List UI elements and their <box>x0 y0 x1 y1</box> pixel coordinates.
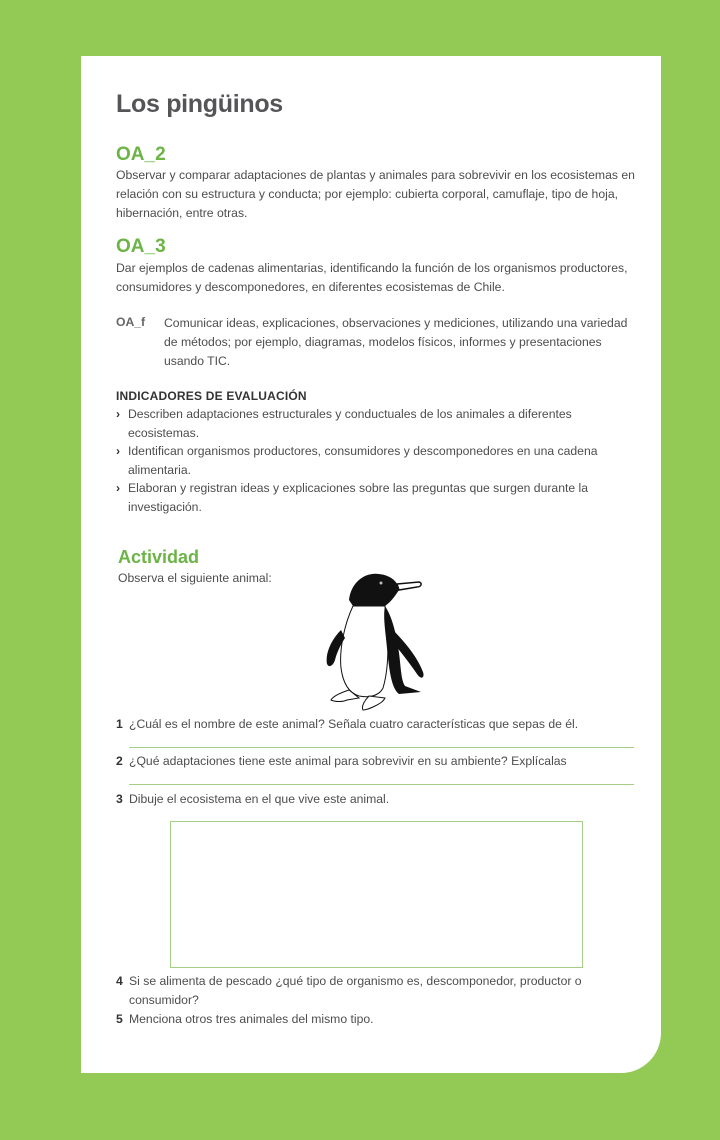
indicator-text: Identifican organismos productores, consumidores y descomponedores en una cadena alimentaria. <box>128 444 598 477</box>
answer-line-2[interactable] <box>129 784 634 785</box>
objective-text-oa2: Observar y comparar adaptaciones de plantas y animales para sobrevivir en los ecosistemas en relación con su estructura y conducta; por ejemplo: cubierta corporal, camuflaje, tipo de hoja, hibernación, entre otras. <box>116 168 635 220</box>
question-text: Dibuje el ecosistema en el que vive este animal. <box>129 792 390 806</box>
objective-code-oaf: OA_f <box>116 315 146 329</box>
question-2 <box>116 752 636 771</box>
chevron-right-icon: › <box>116 481 121 495</box>
objective-text-oa3: Dar ejemplos de cadenas alimentarias, identificando la función de los organismos productores, consumidores y descomponedores, en diferentes ecosistemas de Chile. <box>116 261 628 294</box>
question-text: Si se alimenta de pescado ¿qué tipo de organismo es, descomponedor, productor o consumidor? <box>129 974 582 1007</box>
question-number: 2 <box>116 754 123 768</box>
question-4 <box>116 972 636 1009</box>
question-text: ¿Cuál es el nombre de este animal? Señala cuatro características que sepas de él. <box>129 717 579 731</box>
activity-intro: Observa el siguiente animal: <box>118 571 272 585</box>
question-number: 5 <box>116 1012 123 1026</box>
question-5 <box>116 1010 636 1029</box>
question-3 <box>116 790 636 809</box>
question-number: 3 <box>116 792 123 806</box>
indicator-text: Describen adaptaciones estructurales y conductuales de los animales a diferentes ecosistemas. <box>128 407 572 440</box>
objective-code-oa2: OA_2 <box>116 144 166 165</box>
answer-line-1[interactable] <box>129 747 634 748</box>
question-number: 1 <box>116 717 123 731</box>
objective-code-oa3: OA_3 <box>116 236 166 257</box>
indicator-item <box>116 442 636 479</box>
indicator-item <box>116 479 636 516</box>
indicator-text: Elaboran y registran ideas y explicaciones sobre las preguntas que surgen durante la investigación. <box>128 481 589 514</box>
activity-heading: Actividad <box>118 547 200 567</box>
penguin-illustration <box>319 568 429 713</box>
question-1 <box>116 715 636 734</box>
question-number: 4 <box>116 974 123 988</box>
chevron-right-icon: › <box>116 407 121 421</box>
question-text: ¿Qué adaptaciones tiene este animal para sobrevivir en su ambiente? Explícalas <box>129 754 567 768</box>
indicator-item <box>116 405 636 442</box>
worksheet-page <box>81 56 661 1073</box>
objective-text-oaf: Comunicar ideas, explicaciones, observaciones y mediciones, utilizando una variedad de métodos; por ejemplo, diagramas, modelos físicos, informes y presentaciones usando TIC. <box>164 316 628 368</box>
chevron-right-icon: › <box>116 444 121 458</box>
page-title: Los pingüinos <box>116 90 283 118</box>
question-text: Menciona otros tres animales del mismo tipo. <box>129 1012 374 1026</box>
drawing-area[interactable] <box>170 821 583 968</box>
indicators-heading: INDICADORES DE EVALUACIÓN <box>116 389 307 403</box>
indicators-list <box>116 405 636 516</box>
